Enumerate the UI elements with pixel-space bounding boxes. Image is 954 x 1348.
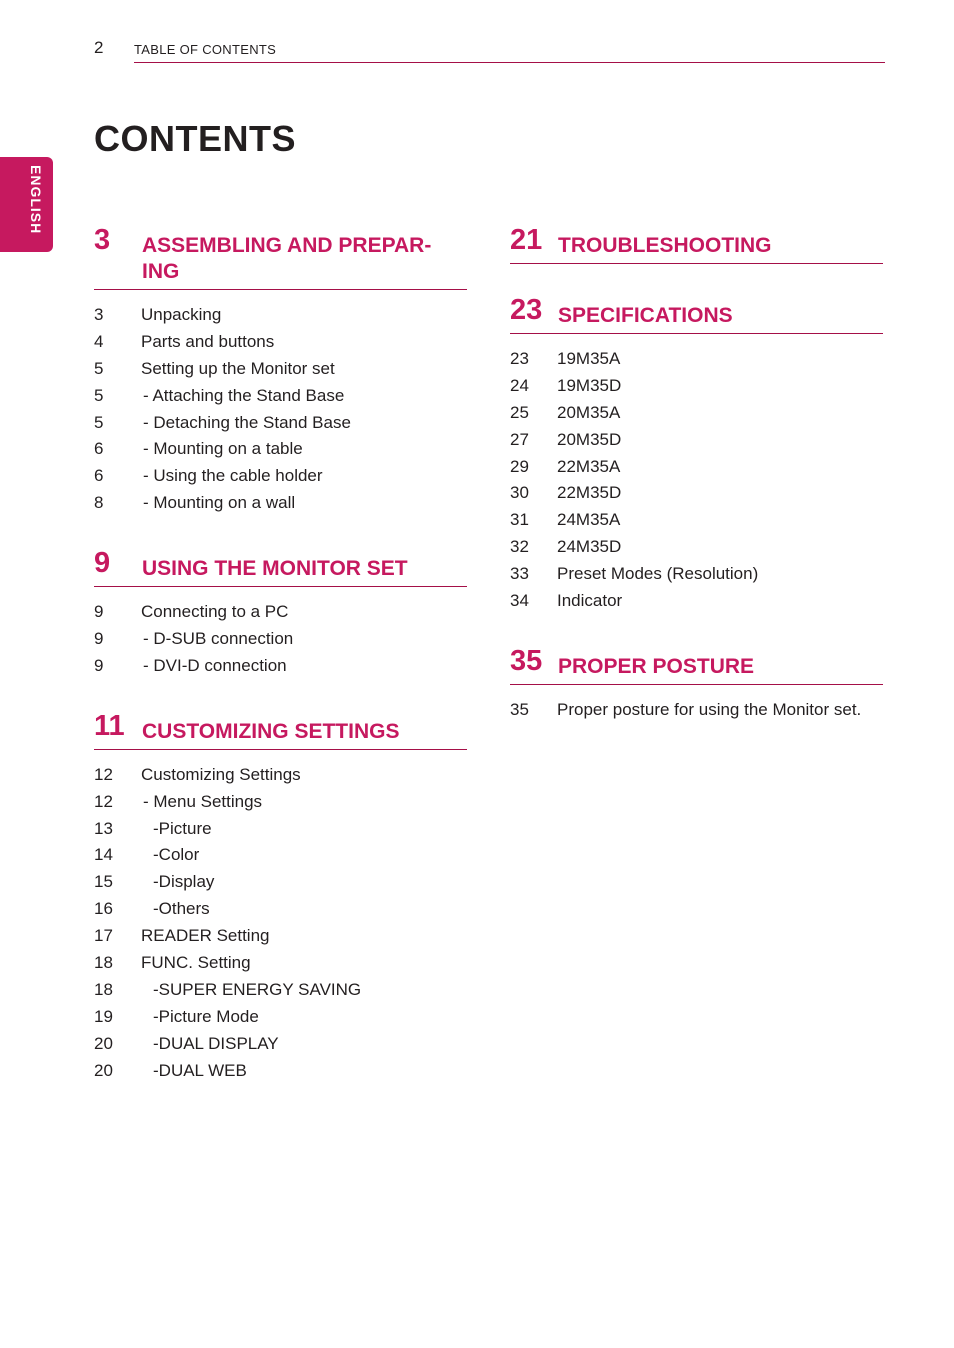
toc-entry[interactable] (94, 410, 467, 437)
entry-label: FUNC. Setting (141, 953, 251, 973)
entry-label: - Detaching the Stand Base (143, 412, 351, 432)
entry-page-number: 33 (510, 564, 529, 584)
section-number: 9 (94, 547, 111, 580)
entry-page-number: 4 (94, 331, 104, 351)
entry-label: - D-SUB connection (143, 629, 294, 649)
toc-entry[interactable] (510, 400, 883, 427)
toc-section (510, 294, 883, 615)
toc-section (94, 547, 467, 680)
entry-label: Unpacking (141, 305, 222, 324)
entry-label: Indicator (557, 591, 623, 611)
section-number: 3 (94, 224, 111, 256)
entry-page-number: 14 (94, 845, 113, 865)
entry-page-number: 13 (94, 818, 113, 838)
entry-label: READER Setting (141, 926, 270, 946)
entry-label: 24M35A (557, 510, 621, 530)
section-number: 21 (510, 224, 543, 256)
entry-page-number: 12 (94, 791, 113, 811)
entry-label: -Picture (153, 818, 212, 838)
entry-label: 19M35D (557, 375, 622, 395)
toc-entry[interactable] (510, 507, 883, 534)
toc-entry[interactable] (510, 454, 883, 481)
section-heading[interactable] (94, 547, 467, 587)
entry-page-number: 5 (94, 358, 104, 378)
entry-page-number: 12 (94, 764, 113, 784)
entry-page-number: 15 (94, 872, 113, 892)
toc-left-column (94, 224, 467, 1114)
entry-label: 19M35A (557, 349, 621, 368)
entry-page-number: 9 (94, 629, 104, 649)
entry-page-number: 8 (94, 493, 104, 513)
section-heading[interactable] (510, 294, 883, 334)
toc-right-column (510, 224, 883, 754)
toc-entry[interactable] (94, 463, 467, 490)
toc-entry[interactable] (94, 977, 467, 1004)
entry-page-number: 3 (94, 305, 104, 324)
entry-label: -Picture Mode (153, 1006, 259, 1026)
entry-page-number: 9 (94, 602, 104, 622)
toc-entry[interactable] (510, 346, 883, 373)
entry-label: -Others (153, 899, 210, 919)
toc-entry[interactable] (94, 1004, 467, 1031)
section-number: 35 (510, 644, 543, 677)
section-heading[interactable] (94, 710, 467, 750)
toc-entry[interactable] (510, 561, 883, 588)
entry-page-number: 27 (510, 429, 529, 449)
entry-page-number: 31 (510, 510, 529, 530)
entry-label: - Menu Settings (143, 791, 263, 811)
entry-label: 20M35A (557, 402, 621, 422)
entry-page-number: 32 (510, 537, 529, 557)
page-number: 2 (94, 38, 104, 57)
toc-entry[interactable] (94, 653, 467, 680)
toc-section (94, 224, 467, 517)
entry-page-number: 23 (510, 349, 529, 368)
section-title: CUSTOMIZING SETTINGS (142, 719, 400, 743)
entry-label: - Mounting on a table (143, 439, 303, 459)
toc-entry[interactable] (510, 373, 883, 400)
toc-entry[interactable] (94, 842, 467, 869)
page-title: CONTENTS (94, 118, 296, 159)
toc-entry[interactable] (510, 534, 883, 561)
entry-page-number: 5 (94, 412, 104, 432)
toc-entry[interactable] (94, 923, 467, 950)
entry-label: Preset Modes (Resolution) (557, 564, 759, 584)
entry-page-number: 34 (510, 591, 529, 611)
section-number: 11 (94, 709, 125, 742)
entry-label: - Mounting on a wall (143, 493, 296, 513)
toc-entry[interactable] (94, 896, 467, 923)
entry-page-number: 9 (94, 655, 104, 675)
entry-page-number: 16 (94, 899, 113, 919)
toc-section (94, 710, 467, 1085)
toc-entry[interactable] (94, 599, 467, 626)
entry-page-number: 20 (94, 1033, 113, 1053)
entry-label: -SUPER ENERGY SAVING (153, 979, 362, 999)
section-title: SPECIFICATIONS (558, 304, 733, 327)
entry-page-number: 35 (510, 699, 529, 719)
toc-entry[interactable] (94, 383, 467, 410)
entry-page-number: 24 (510, 375, 529, 395)
toc-entry[interactable] (94, 869, 467, 896)
section-title-line: ASSEMBLING AND PREPAR- (142, 234, 432, 257)
header-divider (134, 62, 885, 63)
section-heading[interactable] (94, 224, 467, 290)
toc-entry[interactable] (94, 789, 467, 816)
entry-label: - DVI-D connection (143, 655, 287, 675)
section-number: 23 (510, 294, 543, 326)
section-heading[interactable] (510, 224, 883, 264)
entry-page-number: 19 (94, 1006, 113, 1026)
entry-page-number: 18 (94, 979, 113, 999)
entry-page-number: 29 (510, 456, 529, 476)
entry-label: Customizing Settings (141, 764, 301, 784)
toc-entry[interactable] (94, 329, 467, 356)
running-header: TABLE OF CONTENTS (134, 42, 277, 57)
entry-label: Parts and buttons (141, 331, 275, 351)
entry-label: -Display (153, 872, 215, 892)
toc-entry[interactable] (510, 427, 883, 454)
language-tab-label: ENGLISH (28, 165, 44, 235)
toc-entry[interactable] (94, 950, 467, 977)
toc-entry[interactable] (94, 436, 467, 463)
entry-page-number: 6 (94, 439, 104, 459)
entry-page-number: 25 (510, 402, 529, 422)
entry-page-number: 30 (510, 483, 529, 503)
entry-page-number: 5 (94, 385, 104, 405)
entry-label: 22M35D (557, 483, 622, 503)
toc-section (510, 224, 883, 264)
entry-page-number: 18 (94, 953, 113, 973)
toc-entry[interactable] (94, 1058, 467, 1085)
language-tab (0, 157, 53, 252)
toc-entry[interactable] (510, 480, 883, 507)
entry-label: 24M35D (557, 537, 622, 557)
entry-page-number: 17 (94, 926, 113, 946)
entry-page-number: 6 (94, 466, 104, 486)
entry-label: 22M35A (557, 456, 621, 476)
toc-entry[interactable] (510, 697, 883, 724)
section-title-line: ING (142, 260, 180, 283)
entry-label: - Using the cable holder (143, 466, 323, 486)
entry-label: -DUAL WEB (153, 1060, 247, 1080)
toc-entry[interactable] (94, 490, 467, 517)
entry-page-number: 20 (94, 1060, 113, 1080)
entry-label: 20M35D (557, 429, 622, 449)
entry-label: -Color (153, 845, 200, 865)
toc-entry[interactable] (94, 762, 467, 789)
toc-entry[interactable] (510, 588, 883, 615)
toc-entry[interactable] (94, 302, 467, 329)
entry-label: -DUAL DISPLAY (153, 1033, 279, 1053)
toc-entry[interactable] (94, 626, 467, 653)
entry-label: - Attaching the Stand Base (143, 385, 345, 405)
toc-entry[interactable] (94, 1031, 467, 1058)
toc-entry[interactable] (94, 816, 467, 843)
entry-label: Connecting to a PC (141, 602, 289, 622)
section-title: USING THE MONITOR SET (142, 557, 408, 581)
entry-label: Setting up the Monitor set (141, 358, 335, 378)
toc-section (510, 645, 883, 724)
section-title: PROPER POSTURE (558, 654, 755, 678)
section-title: TROUBLESHOOTING (558, 234, 772, 257)
section-title (142, 224, 467, 285)
section-heading[interactable] (510, 645, 883, 685)
entry-label: Proper posture for using the Monitor set. (557, 699, 862, 719)
toc-entry[interactable] (94, 356, 467, 383)
